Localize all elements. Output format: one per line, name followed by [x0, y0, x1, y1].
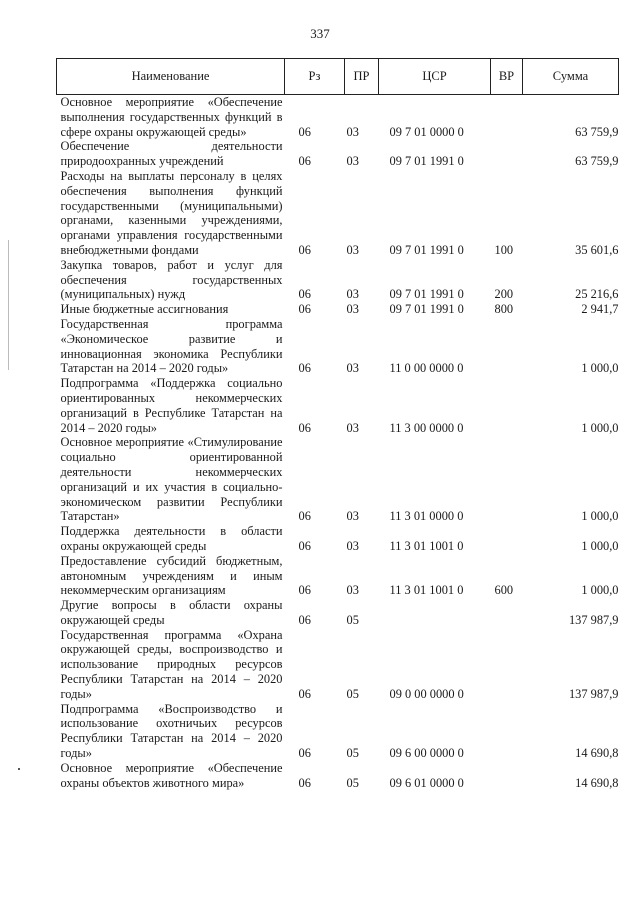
cell-vr	[491, 524, 523, 554]
cell-vr	[491, 139, 523, 169]
cell-pr: 03	[346, 302, 359, 317]
table-row	[57, 376, 619, 435]
header-csr: ЦСР	[379, 59, 491, 95]
table-row	[57, 598, 619, 628]
table-row	[57, 302, 619, 317]
cell-pr: 03	[346, 361, 359, 376]
cell-csr	[379, 598, 491, 628]
cell-csr: 09 6 00 0000 0	[389, 746, 464, 761]
cell-name: Основное мероприятие «Обеспечение охраны объектов животного мира»	[60, 760, 283, 790]
header-pr: ПР	[345, 59, 379, 95]
table-row	[57, 628, 619, 702]
cell-sum: 35 601,6	[575, 242, 619, 257]
table-row	[57, 317, 619, 376]
cell-pr: 03	[346, 124, 359, 139]
table-row	[57, 761, 619, 791]
cell-pr: 03	[346, 509, 359, 524]
cell-name: Закупка товаров, работ и услуг для обеспечения государственных (муниципальных) нужд	[60, 257, 283, 302]
table-row	[57, 139, 619, 169]
budget-table	[56, 58, 619, 790]
table-body	[57, 95, 619, 791]
cell-rz: 06	[298, 361, 311, 376]
cell-pr: 05	[346, 746, 359, 761]
cell-csr: 09 7 01 0000 0	[389, 124, 464, 139]
cell-csr: 11 3 01 1001 0	[389, 538, 464, 553]
cell-vr	[491, 95, 523, 140]
cell-pr: 03	[346, 538, 359, 553]
cell-vr: 200	[494, 287, 514, 302]
cell-sum: 1 000,0	[581, 538, 619, 553]
table-row	[57, 554, 619, 598]
cell-pr: 03	[346, 287, 359, 302]
table-row	[57, 435, 619, 524]
cell-csr: 09 7 01 1991 0	[389, 154, 464, 169]
table-row	[57, 524, 619, 554]
cell-sum: 1 000,0	[581, 509, 619, 524]
cell-sum: 14 690,8	[575, 746, 619, 761]
table-header	[57, 59, 619, 95]
cell-vr: 800	[494, 302, 514, 317]
header-name: Наименование	[57, 59, 285, 95]
cell-csr: 09 6 01 0000 0	[389, 775, 464, 790]
scan-speck	[18, 768, 20, 770]
cell-name: Основное мероприятие «Обеспечение выполнения государственных функций в сфере охраны окружающей среды»	[60, 95, 283, 139]
cell-pr: 03	[346, 583, 359, 598]
cell-name: Обеспечение деятельности природоохранных учреждений	[60, 139, 283, 169]
cell-name: Другие вопросы в области охраны окружающей среды	[60, 598, 283, 627]
cell-vr	[491, 435, 523, 524]
table-row	[57, 169, 619, 258]
cell-rz: 06	[298, 746, 311, 761]
cell-csr: 09 7 01 1991 0	[389, 287, 464, 302]
cell-sum: 14 690,8	[575, 775, 619, 790]
cell-name: Предоставление субсидий бюджетным, автономным учреждениям и иным некоммерческим организациям	[60, 553, 283, 598]
table-row	[57, 95, 619, 140]
cell-sum: 63 759,9	[575, 154, 619, 169]
cell-name: Подпрограмма «Поддержка социально ориентированных некоммерческих организаций в Республике Татарстан на 2014 – 2020 годы»	[60, 376, 283, 435]
cell-sum: 1 000,0	[581, 583, 619, 598]
binding-margin-mark	[8, 240, 9, 370]
cell-name: Государственная программа «Охрана окружающей среды, воспроизводство и использование природных ресурсов Республики Татарстан на 2014 – 2020 годы»	[60, 627, 283, 701]
table-row	[57, 702, 619, 761]
cell-vr	[491, 598, 523, 628]
cell-name: Государственная программа «Экономическое развитие и инновационная экономика Республики Татарстан на 2014 – 2020 годы»	[60, 316, 283, 376]
cell-csr: 11 3 00 0000 0	[389, 420, 464, 435]
cell-vr	[491, 628, 523, 702]
cell-rz: 06	[298, 509, 311, 524]
cell-csr: 09 7 01 1991 0	[389, 302, 464, 317]
cell-csr: 09 7 01 1991 0	[389, 242, 464, 257]
cell-rz: 06	[298, 287, 311, 302]
cell-pr: 03	[346, 420, 359, 435]
cell-sum: 1 000,0	[581, 420, 619, 435]
cell-pr: 05	[346, 686, 359, 701]
cell-csr: 11 0 00 0000 0	[389, 361, 464, 376]
cell-pr: 03	[346, 154, 359, 169]
cell-vr: 600	[494, 583, 514, 598]
header-vr: ВР	[491, 59, 523, 95]
header-rz: Рз	[285, 59, 345, 95]
cell-sum: 25 216,6	[575, 287, 619, 302]
cell-name: Иные бюджетные ассигнования	[60, 302, 229, 317]
cell-rz: 06	[298, 775, 311, 790]
page-number: 337	[310, 26, 330, 41]
cell-sum: 1 000,0	[581, 361, 619, 376]
cell-pr: 05	[346, 775, 359, 790]
cell-rz: 06	[298, 302, 311, 317]
cell-csr: 11 3 01 1001 0	[389, 583, 464, 598]
cell-vr	[491, 376, 523, 435]
cell-vr	[491, 702, 523, 761]
cell-csr: 11 3 01 0000 0	[389, 509, 464, 524]
header-sum: Сумма	[523, 59, 619, 95]
cell-rz: 06	[298, 124, 311, 139]
cell-sum: 63 759,9	[575, 124, 619, 139]
cell-rz: 06	[298, 242, 311, 257]
cell-vr	[491, 317, 523, 376]
cell-rz: 06	[298, 420, 311, 435]
cell-pr: 05	[346, 612, 359, 627]
cell-csr: 09 0 00 0000 0	[389, 686, 464, 701]
cell-sum: 2 941,7	[581, 302, 619, 317]
cell-pr: 03	[346, 242, 359, 257]
cell-vr	[491, 761, 523, 791]
cell-name: Подпрограмма «Воспроизводство и использование охотничьих ресурсов Республики Татарстан на 2014 – 2020 годы»	[60, 701, 283, 761]
cell-rz: 06	[298, 538, 311, 553]
cell-vr: 100	[494, 242, 514, 257]
cell-rz: 06	[298, 686, 311, 701]
table-row	[57, 258, 619, 302]
cell-name: Поддержка деятельности в области охраны окружающей среды	[60, 524, 283, 553]
cell-name: Основное мероприятие «Стимулирование социально ориентированной деятельности некоммерческих организаций и их участия в социально-экономическом развитии Республики Татарстан»	[60, 435, 283, 524]
cell-sum: 137 987,9	[568, 612, 619, 627]
cell-rz: 06	[298, 612, 311, 627]
cell-name: Расходы на выплаты персоналу в целях обеспечения выполнения функций государственными (муниципальными) органами, казенными учреждениями, органами управления государственными внебюджетными фондами	[60, 168, 283, 257]
cell-rz: 06	[298, 154, 311, 169]
cell-sum: 137 987,9	[568, 686, 619, 701]
cell-rz: 06	[298, 583, 311, 598]
